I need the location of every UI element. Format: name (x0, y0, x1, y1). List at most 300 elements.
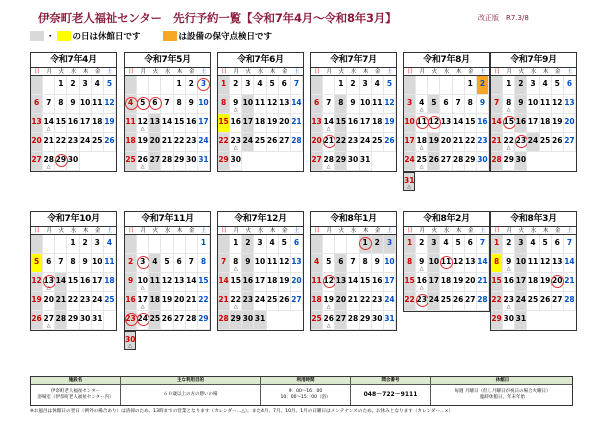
triangle-icon: △ (326, 164, 331, 170)
day-number: 7 (293, 79, 300, 88)
day-cell (372, 292, 384, 311)
day-cell (491, 114, 503, 133)
info-holiday (431, 385, 574, 405)
day-number: 27 (149, 155, 161, 164)
day-number: 7 (479, 238, 486, 247)
day-cell (80, 311, 92, 330)
day-cell (198, 95, 210, 114)
day-cell (31, 254, 43, 273)
day-number: 12 (323, 276, 334, 285)
day-number: 5 (386, 79, 393, 88)
day-cell (323, 311, 335, 330)
day-number: 9 (419, 257, 425, 266)
day-cell (291, 273, 303, 292)
day-cell (416, 95, 428, 114)
weekday-label: 月 (326, 69, 332, 75)
day-cell (323, 133, 335, 152)
day-cell (552, 292, 564, 311)
info-purpose: ６０歳以上の方の憩いの場 (121, 385, 261, 405)
day-number: 10 (359, 98, 371, 107)
day-number: 26 (552, 136, 563, 145)
day-number: 22 (465, 136, 476, 145)
day-number: 4 (125, 98, 136, 108)
day-cell (428, 235, 440, 254)
day-number: 19 (384, 117, 395, 126)
day-cell (335, 273, 347, 292)
weekday-label: 日 (34, 69, 40, 75)
day-cell (198, 235, 210, 254)
day-number: 22 (491, 295, 502, 304)
day-cell (254, 273, 266, 292)
day-number: 19 (428, 136, 440, 145)
day-number: 1 (220, 79, 227, 88)
day-number: 2 (518, 79, 524, 88)
day-cell (453, 95, 465, 114)
day-cell (149, 152, 161, 171)
weekday-label: 水 (70, 69, 77, 75)
day-number: 31 (254, 314, 266, 323)
day-cell (67, 311, 79, 330)
day-number: 24 (254, 295, 266, 304)
day-number: 11 (539, 98, 551, 107)
day-number: 14 (477, 257, 488, 266)
day-number: 22 (503, 136, 514, 145)
weekday-label: 土 (294, 69, 300, 75)
weekday-header (491, 227, 576, 235)
day-cell (527, 292, 539, 311)
weekday-label: 金 (468, 69, 474, 75)
day-number: 10 (137, 276, 148, 285)
day-number: 23 (372, 295, 383, 304)
day-number: 30 (242, 314, 254, 323)
day-number: 8 (58, 98, 64, 107)
day-cell (404, 292, 416, 311)
day-cell (564, 273, 576, 292)
info-header-holiday: 休館日 (495, 378, 510, 383)
day-number: 26 (31, 314, 42, 323)
day-cell (564, 292, 576, 311)
day-number: 21 (291, 117, 302, 126)
day-number: 31 (384, 314, 395, 323)
day-cell (267, 133, 279, 152)
day-number: 27 (440, 155, 452, 164)
month-title: 令和7年11月 (125, 212, 210, 227)
day-cell (465, 235, 477, 254)
month-calendar (217, 211, 304, 331)
day-number: 27 (552, 295, 563, 304)
day-cell (137, 273, 149, 292)
month-calendar (217, 52, 304, 172)
day-cell (477, 254, 489, 273)
weekday-label: 火 (245, 228, 252, 234)
day-number: 13 (465, 257, 476, 266)
day-cell (267, 114, 279, 133)
weekday-label: 月 (326, 228, 332, 234)
day-cell (503, 95, 515, 114)
day-number: 24 (359, 136, 371, 145)
day-cell (465, 133, 477, 152)
day-number: 28 (347, 314, 359, 323)
day-cell (67, 133, 79, 152)
day-number: 8 (362, 257, 368, 266)
day-cell (67, 76, 79, 95)
info-body-row (31, 385, 572, 405)
day-cell (453, 235, 465, 254)
day-cell (67, 273, 79, 292)
day-number: 6 (467, 238, 473, 247)
day-cell (242, 292, 254, 311)
day-cell (254, 311, 266, 330)
holiday-line-2: 臨時休館日、年末年始 (480, 395, 525, 400)
day-number: 19 (104, 117, 115, 126)
day-number: 23 (242, 295, 254, 304)
day-cell (491, 152, 503, 171)
day-number: 20 (564, 117, 575, 126)
day-number: 3 (431, 238, 437, 247)
triangle-icon: △ (140, 126, 145, 132)
empty-day-cell (428, 76, 440, 95)
weekday-label: 日 (128, 69, 134, 75)
day-cell (552, 95, 564, 114)
day-number: 24 (198, 136, 209, 145)
triangle-icon: △ (140, 304, 145, 310)
day-number: 2 (188, 79, 194, 88)
empty-day-cell (149, 235, 161, 254)
day-number: 25 (266, 295, 278, 304)
triangle-icon: △ (128, 343, 132, 349)
weekday-label: 水 (530, 69, 537, 75)
day-cell (198, 254, 210, 273)
day-number: 9 (127, 276, 134, 285)
day-number: 7 (58, 257, 64, 266)
day-cell (323, 292, 335, 311)
day-grid (218, 76, 303, 171)
weekday-label: 金 (95, 228, 101, 234)
day-number: 14 (347, 276, 359, 285)
weekday-header (404, 68, 489, 76)
day-number: 10 (515, 257, 527, 266)
day-number: 15 (335, 117, 347, 126)
day-cell (404, 235, 416, 254)
weekday-label: 火 (58, 228, 65, 234)
day-number: 26 (323, 314, 334, 323)
day-cell (55, 114, 67, 133)
day-cell (335, 76, 347, 95)
hours-bath: 10：00～15：00（浴） (280, 395, 331, 400)
day-number: 18 (372, 117, 383, 126)
day-cell (92, 292, 104, 311)
day-cell (104, 273, 116, 292)
day-cell (564, 133, 576, 152)
day-number: 4 (94, 79, 100, 88)
empty-day-cell (137, 235, 149, 254)
day-cell (279, 292, 291, 311)
day-cell (335, 311, 347, 330)
day-number: 22 (359, 295, 371, 304)
day-number: 18 (104, 276, 115, 285)
day-number: 18 (149, 295, 161, 304)
weekday-label: 月 (233, 228, 239, 234)
day-cell (372, 235, 384, 254)
day-number: 11 (104, 257, 115, 266)
day-cell (254, 95, 266, 114)
day-cell (416, 235, 428, 254)
day-cell (384, 311, 396, 330)
day-cell (55, 292, 67, 311)
day-number: 25 (104, 295, 115, 304)
day-cell (477, 152, 489, 171)
day-number: 3 (386, 238, 393, 247)
day-cell (503, 152, 515, 171)
day-number: 10 (384, 257, 395, 266)
day-cell (372, 95, 384, 114)
day-cell (92, 76, 104, 95)
day-number: 26 (266, 136, 278, 145)
day-cell (453, 254, 465, 273)
day-number: 2 (82, 238, 88, 247)
day-cell (503, 254, 515, 273)
weekday-header (125, 68, 210, 76)
day-cell (267, 254, 279, 273)
day-number: 8 (200, 257, 207, 266)
weekday-label: 月 (233, 69, 239, 75)
info-header-hours: 利用時間 (261, 377, 351, 384)
weekday-label: 金 (555, 69, 561, 75)
day-cell (125, 254, 137, 273)
day-number: 30 (515, 155, 527, 164)
day-grid (31, 76, 116, 171)
day-cell (360, 254, 372, 273)
day-number: 17 (198, 117, 209, 126)
day-grid (31, 235, 116, 330)
weekday-label: 水 (350, 228, 357, 234)
day-number: 21 (491, 136, 502, 145)
weekday-label: 日 (407, 228, 413, 234)
day-cell (230, 254, 242, 273)
day-cell (428, 273, 440, 292)
weekday-label: 水 (257, 69, 264, 75)
day-grid (125, 235, 210, 330)
day-cell (104, 292, 116, 311)
weekday-label: 日 (494, 228, 500, 234)
day-cell (291, 114, 303, 133)
day-cell (428, 133, 440, 152)
day-number: 7 (566, 238, 573, 247)
day-number: 20 (291, 276, 302, 285)
day-cell (218, 133, 230, 152)
empty-day-cell (43, 76, 55, 95)
day-cell (161, 152, 173, 171)
day-number: 22 (404, 295, 415, 304)
day-cell (428, 95, 440, 114)
day-cell (242, 76, 254, 95)
day-number: 9 (245, 257, 251, 266)
day-cell (137, 254, 149, 273)
day-number: 16 (416, 276, 427, 285)
day-cell (564, 76, 576, 95)
weekday-label: 木 (542, 69, 549, 75)
day-number: 28 (323, 155, 334, 164)
facility-name: 伊奈町老人福祉センター (50, 389, 101, 394)
day-number: 5 (33, 257, 40, 266)
day-cell (347, 76, 359, 95)
legend (30, 30, 272, 42)
empty-day-cell (125, 76, 137, 95)
day-number: 17 (242, 117, 254, 126)
day-number: 19 (266, 117, 278, 126)
day-cell (279, 95, 291, 114)
day-cell (503, 133, 515, 152)
day-cell (372, 273, 384, 292)
day-cell (80, 235, 92, 254)
weekday-label: 木 (455, 69, 462, 75)
day-cell (440, 292, 452, 311)
overflow-day-cell: 31 △ (403, 172, 415, 191)
day-cell (137, 95, 149, 114)
day-cell (416, 273, 428, 292)
day-number: 4 (257, 79, 263, 88)
day-cell (372, 311, 384, 330)
day-number: 1 (70, 238, 76, 247)
day-number: 17 (404, 136, 415, 145)
empty-day-cell (174, 235, 186, 254)
weekday-label: 火 (338, 69, 345, 75)
day-grid (311, 235, 396, 330)
day-cell (218, 273, 230, 292)
weekday-label: 金 (555, 228, 561, 234)
day-number: 11 (92, 98, 103, 107)
triangle-icon: △ (326, 323, 331, 329)
day-cell (552, 114, 564, 133)
weekday-label: 金 (282, 69, 288, 75)
weekday-label: 木 (269, 228, 276, 234)
day-number: 4 (313, 257, 320, 266)
day-number: 28 (43, 155, 54, 164)
weekday-header (125, 227, 210, 235)
day-number: 18 (266, 276, 278, 285)
day-number: 14 (452, 117, 464, 126)
day-cell (404, 152, 416, 171)
day-number: 28 (218, 314, 229, 323)
footnote: ※お風呂は休館日の翌日（例外の場合あり）は清掃のため、13時までの営業となります（カレンダー…△）。また4月、7月、10月、1月の日曜日はメンテナンスのため、お休みとなります（カレンダー…×） (30, 409, 454, 414)
day-number: 1 (493, 238, 500, 247)
day-number: 17 (359, 117, 371, 126)
day-number: 13 (173, 276, 185, 285)
day-number: 13 (279, 98, 290, 107)
day-cell (279, 254, 291, 273)
day-cell (149, 133, 161, 152)
day-number: 3 (198, 79, 209, 89)
day-number: 23 (79, 295, 91, 304)
day-number: 25 (92, 136, 103, 145)
day-number: 28 (477, 295, 488, 304)
day-cell (465, 114, 477, 133)
triangle-icon: △ (233, 145, 238, 151)
day-number: 25 (311, 314, 322, 323)
weekday-label: 水 (257, 228, 264, 234)
day-cell (218, 152, 230, 171)
day-number: 14 (55, 276, 67, 285)
day-cell (186, 292, 198, 311)
day-number: 18 (254, 117, 266, 126)
day-cell (323, 254, 335, 273)
day-number: 29 (503, 155, 514, 164)
day-number: 26 (161, 314, 173, 323)
day-cell (55, 76, 67, 95)
day-number: 9 (518, 98, 524, 107)
weekday-label: 土 (201, 228, 207, 234)
day-number: 7 (220, 257, 227, 266)
day-number: 10 (404, 117, 415, 126)
day-cell (242, 114, 254, 133)
day-cell (311, 152, 323, 171)
day-number: 10 (428, 257, 440, 266)
day-number: 25 (254, 136, 266, 145)
day-cell (515, 133, 527, 152)
day-number: 16 (125, 295, 136, 304)
weekday-label: 月 (46, 228, 52, 234)
day-cell (80, 76, 92, 95)
day-number: 29 (359, 314, 371, 323)
day-number: 27 (335, 314, 347, 323)
weekday-label: 月 (506, 69, 512, 75)
day-cell (279, 133, 291, 152)
day-number: 28 (452, 155, 464, 164)
day-cell (174, 311, 186, 330)
yellow-swatch (57, 31, 71, 41)
day-cell (267, 235, 279, 254)
day-number: 23 (67, 136, 79, 145)
day-cell (230, 114, 242, 133)
day-cell (198, 76, 210, 95)
day-cell (440, 273, 452, 292)
day-number: 10 (527, 98, 539, 107)
day-number: 8 (506, 98, 512, 107)
day-number: 6 (554, 238, 560, 247)
day-number: 3 (530, 79, 536, 88)
empty-day-cell (323, 235, 335, 254)
info-header-purpose: 主な利用目的 (121, 377, 261, 384)
day-cell (323, 114, 335, 133)
day-number: 12 (279, 257, 290, 266)
day-number: 19 (452, 276, 464, 285)
day-cell (161, 114, 173, 133)
day-cell (515, 76, 527, 95)
day-number: 8 (338, 98, 344, 107)
day-cell (311, 292, 323, 311)
day-number: 1 (406, 238, 413, 247)
day-number: 27 (465, 295, 476, 304)
day-cell (230, 95, 242, 114)
info-header-phone: 問合番号 (351, 377, 431, 384)
day-cell (465, 152, 477, 171)
day-cell (360, 292, 372, 311)
empty-day-cell (491, 76, 503, 95)
day-number: 4 (530, 238, 536, 247)
day-number: 11 (149, 276, 161, 285)
day-cell (43, 292, 55, 311)
month-title: 令和8年2月 (404, 212, 489, 227)
day-cell (527, 235, 539, 254)
day-number: 29 (55, 155, 67, 164)
weekday-label: 土 (201, 69, 207, 75)
day-cell (31, 152, 43, 171)
day-number: 8 (406, 257, 413, 266)
day-cell (161, 95, 173, 114)
weekday-label: 水 (164, 69, 171, 75)
day-cell (564, 235, 576, 254)
day-number: 15 (230, 276, 241, 285)
